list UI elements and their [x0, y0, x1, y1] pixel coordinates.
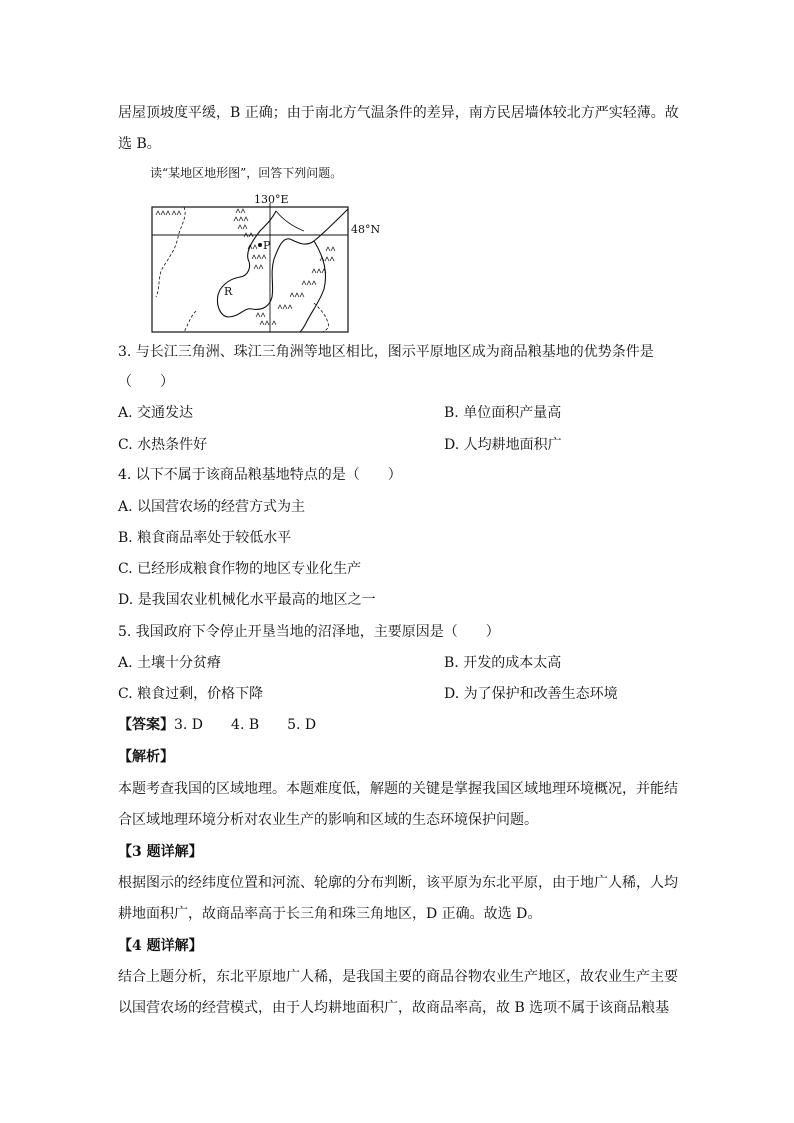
q5-option-c: C. 粮食过剩，价格下降: [118, 686, 264, 702]
longitude-label: 130°E: [254, 193, 289, 206]
question-3-stem-cont: （ ）: [118, 374, 174, 390]
detail-3-label: 【3 题详解】: [118, 844, 203, 860]
q4-option-c: C. 已经形成粮食作物的地区专业化生产: [118, 561, 362, 577]
detail-4-label: 【4 题详解】: [118, 938, 203, 954]
q5-option-a: A. 土壤十分贫瘠: [118, 655, 222, 671]
detail-3-line-1: 根据图示的经纬度位置和河流、轮廓的分布判断，该平原为东北平原，由于地广人稀，人均: [118, 875, 678, 891]
analysis-line-2: 合区域地理环境分析对农业生产的影响和区域的生态环境保护问题。: [118, 812, 538, 828]
analysis-line-1: 本题考查我国的区域地理。本题难度低，解题的关键是掌握我国区域地理环境概况，并能结: [118, 781, 678, 797]
river-tributary: [276, 211, 304, 231]
question-4-stem: 4. 以下不属于该商品粮基地特点的是（ ）: [118, 467, 402, 483]
question-3-stem: 3. 与长江三角洲、珠江三角洲等地区相比，图示平原地区成为商品粮基地的优势条件是: [118, 344, 654, 360]
answer-line: [118, 715, 316, 735]
intro-line-1: 居屋顶坡度平缓，B 正确；由于南北方气温条件的差异，南方民居墙体较北方严实轻薄。故: [118, 105, 679, 121]
latitude-label: 48°N: [351, 223, 381, 236]
q3-option-c: C. 水热条件好: [118, 437, 208, 453]
border-southwest: [184, 311, 196, 332]
terrain-map: [148, 193, 388, 335]
detail-3-line-2: 耕地面积广，故商品率高于长三角和珠三角地区，D 正确。故选 D。: [118, 906, 542, 922]
q3-option-b: B. 单位面积产量高: [444, 405, 562, 421]
q4-option-b: B. 粮食商品率处于较低水平: [118, 530, 292, 546]
q5-option-d: D. 为了保护和改善生态环境: [444, 686, 618, 702]
point-p-marker: [258, 243, 262, 247]
border-west: [156, 207, 185, 297]
q3-option-a: A. 交通发达: [118, 405, 194, 421]
analysis-label: 【解析】: [118, 749, 174, 765]
river-east: [300, 241, 326, 332]
point-r-label: R: [224, 285, 233, 298]
border-southeast: [314, 303, 329, 332]
intro-line-2: 选 B。: [118, 136, 161, 152]
detail-4-line-2: 以国营农场的经营模式，由于人均耕地面积广，故商品率高，故 B 选项不属于该商品粮基: [118, 1000, 670, 1016]
river-main: [217, 209, 348, 317]
question-5-stem: 5. 我国政府下令停止开垦当地的沼泽地，主要原因是（ ）: [118, 624, 500, 640]
detail-4-line-1: 结合上题分析，东北平原地广人稀，是我国主要的商品谷物农业生产地区，故农业生产主要: [118, 969, 678, 985]
figure-caption: 读“某地区地形图”，回答下列问题。: [150, 166, 343, 180]
point-p-label: P: [263, 239, 271, 252]
q5-option-b: B. 开发的成本太高: [444, 655, 562, 671]
q4-option-d: D. 是我国农业机械化水平最高的地区之一: [118, 592, 376, 608]
answer-label: 【答案】: [118, 717, 174, 733]
q3-option-d: D. 人均耕地面积广: [444, 437, 562, 453]
answer-values: 3. D 4. B 5. D: [174, 717, 317, 733]
q4-option-a: A. 以国营农场的经营方式为主: [118, 499, 306, 515]
mountain-symbols: [156, 209, 335, 325]
